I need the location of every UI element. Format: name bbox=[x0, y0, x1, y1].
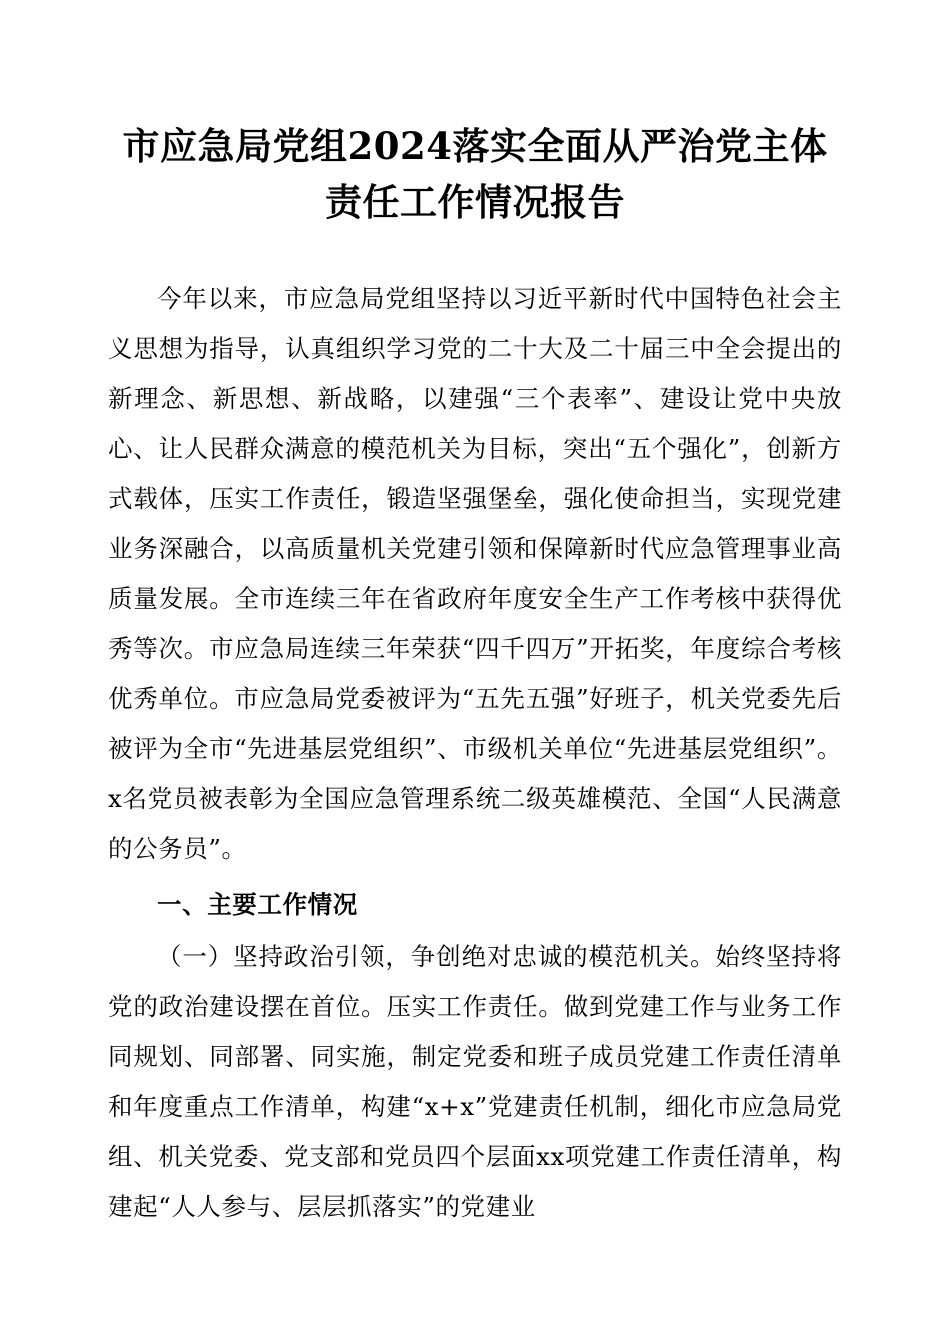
paragraph-intro: 今年以来，市应急局党组坚持以习近平新时代中国特色社会主义思想为指导，认真组织学习党的二十大及二十届三中全会提出的新理念、新思想、新战略，以建强“三个表率”、建设让党中央放心、让人民群众满意的模范机关为目标，突出“五个强化”，创新方式载体，压实工作责任，锻造坚强堡垒，强化使命担当，实现党建业务深融合，以高质量机关党建引领和保障新时代应急管理事业高质量发展。全市连续三年在省政府年度安全生产工作考核中获得优秀等次。市应急局连续三年荣获“四千四万”开拓奖，年度综合考核优秀单位。市应急局党委被评为“五先五强”好班子，机关党委先后被评为全市“先进基层党组织”、市级机关单位“先进基层党组织”。x名党员被表彰为全国应急管理系统二级英雄模范、全国“人民满意的公务员”。 bbox=[108, 284, 842, 864]
paragraph-section-1-1: （一）坚持政治引领，争创绝对忠诚的模范机关。始终坚持将党的政治建设摆在首位。压实工作责任。做到党建工作与业务工作同规划、同部署、同实施，制定党委和班子成员党建工作责任清单和年度重点工作清单，构建“x+x”党建责任机制，细化市应急局党组、机关党委、党支部和党员四个层面xx项党建工作责任清单，构建起“人人参与、层层抓落实”的党建业 bbox=[108, 942, 842, 1221]
page-title: 市应急局党组2024落实全面从严治党主体责任工作情况报告 bbox=[122, 124, 828, 225]
section-heading-main-work: 一、主要工作情况 bbox=[157, 890, 358, 920]
